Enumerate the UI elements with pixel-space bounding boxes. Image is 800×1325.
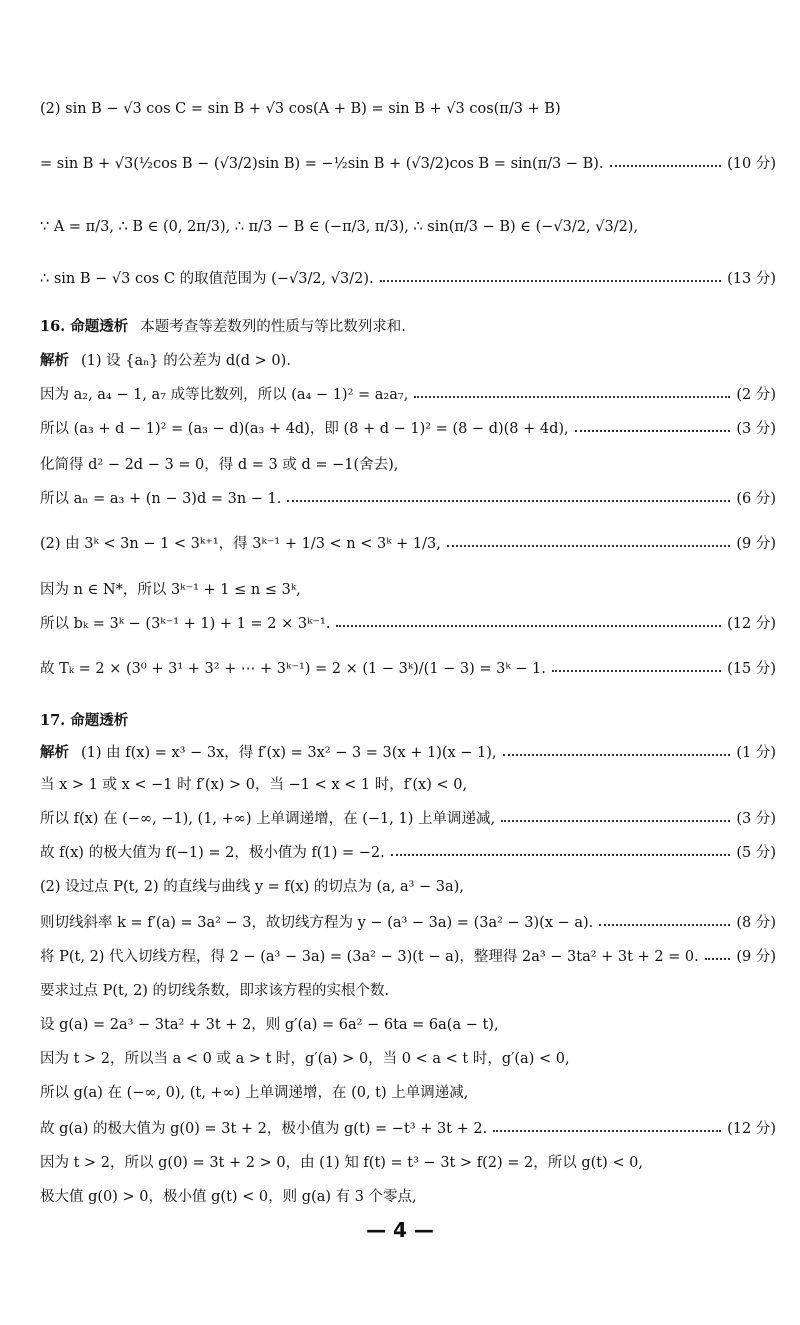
solution-line [40, 744, 776, 762]
line-text: 则切线斜率 k = f′(a) = 3a² − 3，故切线方程为 y − (a³ − 3a) = (3a² − 3)(x − a). [40, 915, 594, 931]
solution-line [40, 155, 776, 173]
score-marker: (10 分) [727, 156, 776, 172]
line-text: 因为 t > 2，所以当 a < 0 或 a > t 时，g′(a) > 0，当 0 < a < t 时，g′(a) < 0, [40, 1051, 570, 1067]
dot-leader [575, 430, 731, 432]
line-content [40, 1188, 417, 1206]
dot-leader [705, 958, 731, 960]
line-text: 本题考查等差数列的性质与等比数列求和. [140, 319, 406, 335]
line-text: 所以 (a₃ + d − 1)² = (a₃ − d)(a₃ + 4d)，即 (8 + d − 1)² = (8 − d)(8 + 4d), [40, 421, 569, 437]
solution-line [40, 878, 776, 896]
score-marker: (9 分) [736, 536, 776, 552]
line-text: (1) 设 {aₙ} 的公差为 d(d > 0). [81, 353, 291, 369]
line-content [40, 490, 281, 508]
solution-line [40, 535, 776, 553]
line-content [40, 270, 374, 288]
line-text: 所以 aₙ = a₃ + (n − 3)d = 3n − 1. [40, 491, 282, 507]
line-text: 极大值 g(0) > 0，极小值 g(t) < 0，则 g(a) 有 3 个零点, [40, 1189, 417, 1205]
solution-line [40, 456, 776, 474]
line-text: 所以 g(a) 在 (−∞, 0), (t, +∞) 上单调递增，在 (0, t) 上单调递减, [40, 1085, 469, 1101]
dot-leader [336, 625, 721, 627]
dot-leader [610, 165, 722, 167]
line-text: 设 g(a) = 2a³ − 3ta² + 3t + 2，则 g′(a) = 6a² − 6ta = 6a(a − t), [40, 1017, 499, 1033]
solution-line [40, 1050, 776, 1068]
solution-line [40, 914, 776, 932]
line-text: 要求过点 P(t, 2) 的切线条数，即求该方程的实根个数. [40, 983, 390, 999]
line-text: (2) 由 3ᵏ < 3n − 1 < 3ᵏ⁺¹，得 3ᵏ⁻¹ + 1/3 < n < 3ᵏ + 1/3, [40, 536, 441, 552]
score-marker: (15 分) [727, 661, 776, 677]
solution-line [40, 490, 776, 508]
line-content [40, 982, 389, 1000]
line-text: 所以 f(x) 在 (−∞, −1), (1, +∞) 上单调递增，在 (−1, 1) 上单调递减, [40, 811, 496, 827]
line-content [40, 1084, 468, 1102]
dot-leader [503, 754, 731, 756]
line-text: 因为 t > 2，所以 g(0) = 3t + 2 > 0，由 (1) 知 f(t) = t³ − 3t > f(2) = 2，所以 g(t) < 0, [40, 1155, 643, 1171]
solution-line [40, 712, 776, 730]
line-content [40, 948, 699, 966]
line-content [40, 218, 638, 236]
section-label: 解析 [40, 744, 69, 761]
score-marker: (3 分) [736, 811, 776, 827]
line-text: 故 g(a) 的极大值为 g(0) = 3t + 2，极小值为 g(t) = −t³ + 3t + 2. [40, 1121, 488, 1137]
line-content [40, 660, 546, 678]
solution-line [40, 948, 776, 966]
score-marker: (2 分) [736, 387, 776, 403]
solution-line [40, 386, 776, 404]
solution-line [40, 615, 776, 633]
score-marker: (1 分) [736, 745, 776, 761]
solution-line [40, 844, 776, 862]
line-text: (1) 由 f(x) = x³ − 3x，得 f′(x) = 3x² − 3 = 3(x + 1)(x − 1), [81, 745, 497, 761]
solution-line [40, 810, 776, 828]
line-content [40, 581, 301, 599]
page-number: — 4 — [366, 1218, 434, 1242]
dot-leader [447, 545, 731, 547]
line-content [40, 155, 604, 173]
solution-line [40, 1084, 776, 1102]
line-text: 故 Tₖ = 2 × (3⁰ + 3¹ + 3² + ⋯ + 3ᵏ⁻¹) = 2 × (1 − 3ᵏ)/(1 − 3) = 3ᵏ − 1. [40, 661, 546, 677]
solution-line [40, 1120, 776, 1138]
score-marker: (12 分) [727, 1121, 776, 1137]
line-content [40, 712, 140, 730]
line-content [40, 810, 495, 828]
solution-line [40, 1154, 776, 1172]
line-text: 因为 a₂, a₄ − 1, a₇ 成等比数列，所以 (a₄ − 1)² = a₂a₇, [40, 387, 409, 403]
section-label: 16. 命题透析 [40, 318, 129, 335]
solution-line [40, 218, 776, 236]
line-content [40, 420, 569, 438]
line-content [40, 744, 497, 762]
solution-line [40, 776, 776, 794]
dot-leader [552, 670, 721, 672]
line-text: 所以 bₖ = 3ᵏ − (3ᵏ⁻¹ + 1) + 1 = 2 × 3ᵏ⁻¹. [40, 616, 331, 632]
solution-line [40, 660, 776, 678]
solution-line [40, 581, 776, 599]
score-marker: (9 分) [736, 949, 776, 965]
solution-line [40, 1016, 776, 1034]
dot-leader [414, 396, 730, 398]
line-content [40, 352, 291, 370]
line-content [40, 1050, 570, 1068]
line-text: 当 x > 1 或 x < −1 时 f′(x) > 0，当 −1 < x < 1 时，f′(x) < 0, [40, 777, 468, 793]
dot-leader [287, 500, 730, 502]
line-content [40, 776, 467, 794]
solution-line [40, 270, 776, 288]
score-marker: (3 分) [736, 421, 776, 437]
line-text: 因为 n ∈ N*，所以 3ᵏ⁻¹ + 1 ≤ n ≤ 3ᵏ, [40, 582, 301, 598]
line-content [40, 1120, 487, 1138]
line-content [40, 844, 385, 862]
solution-line [40, 318, 776, 336]
line-content [40, 615, 330, 633]
dot-leader [599, 924, 730, 926]
score-marker: (12 分) [727, 616, 776, 632]
line-content [40, 318, 406, 336]
solution-line [40, 982, 776, 1000]
line-text: ∴ sin B − √3 cos C 的取值范围为 (−√3/2, √3/2). [40, 271, 374, 287]
score-marker: (13 分) [727, 271, 776, 287]
line-content [40, 1016, 499, 1034]
score-marker: (8 分) [736, 915, 776, 931]
line-text: ∵ A = π/3, ∴ B ∈ (0, 2π/3), ∴ π/3 − B ∈ (−π/3, π/3), ∴ sin(π/3 − B) ∈ (−√3/2, √3/2), [40, 219, 639, 235]
line-text: = sin B + √3(½cos B − (√3/2)sin B) = −½sin B + (√3/2)cos B = sin(π/3 − B). [40, 156, 604, 172]
line-content [40, 878, 464, 896]
solution-line [40, 352, 776, 370]
dot-leader [380, 280, 722, 282]
section-label: 解析 [40, 352, 69, 369]
solution-line [40, 420, 776, 438]
line-content [40, 1154, 643, 1172]
line-content [40, 100, 561, 118]
dot-leader [493, 1130, 721, 1132]
score-marker: (5 分) [736, 845, 776, 861]
line-content [40, 456, 398, 474]
line-content [40, 386, 408, 404]
dot-leader [391, 854, 731, 856]
line-text: 故 f(x) 的极大值为 f(−1) = 2，极小值为 f(1) = −2. [40, 845, 385, 861]
line-text: (2) sin B − √3 cos C = sin B + √3 cos(A + B) = sin B + √3 cos(π/3 + B) [40, 101, 561, 117]
line-content [40, 535, 441, 553]
line-text: 将 P(t, 2) 代入切线方程，得 2 − (a³ − 3a) = (3a² − 3)(t − a)，整理得 2a³ − 3ta² + 3t + 2 = 0. [40, 949, 699, 965]
line-text: 化简得 d² − 2d − 3 = 0，得 d = 3 或 d = −1(舍去), [40, 457, 399, 473]
solution-line [40, 1188, 776, 1206]
line-content [40, 914, 593, 932]
score-marker: (6 分) [736, 491, 776, 507]
line-text: (2) 设过点 P(t, 2) 的直线与曲线 y = f(x) 的切点为 (a, a³ − 3a), [40, 879, 464, 895]
solution-line [40, 100, 776, 118]
section-label: 17. 命题透析 [40, 712, 129, 729]
dot-leader [501, 820, 730, 822]
